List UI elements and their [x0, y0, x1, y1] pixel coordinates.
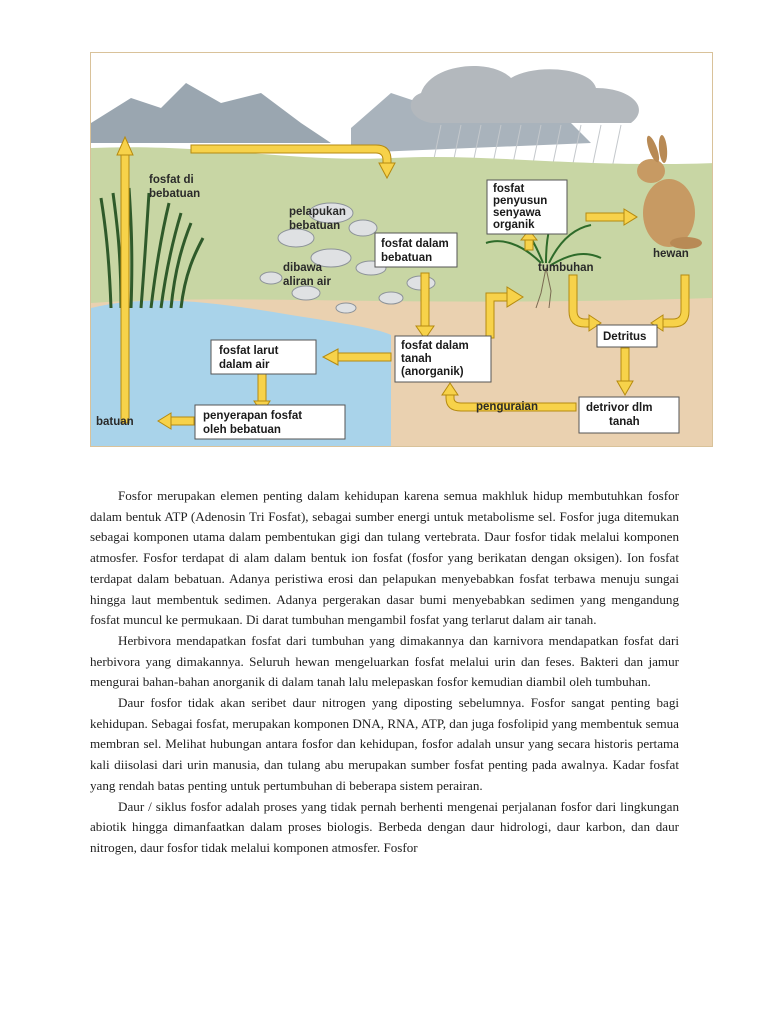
- diagram-canvas: [91, 53, 713, 447]
- arrow-batuan-up: [121, 153, 129, 423]
- box-fosfat-dalam-tanah: [395, 336, 491, 382]
- box-fosfat-larut: [211, 340, 316, 374]
- arrow-penyerapan-batuan: [169, 417, 194, 425]
- box-fosfat-penyusun: [487, 180, 567, 234]
- body-text: [90, 486, 679, 859]
- box-detrivor-line1: detrivor dlm: [586, 402, 653, 414]
- box-larut-line1: fosfat larut: [219, 345, 279, 357]
- box-penyerapan-line1: penyerapan fosfat: [203, 410, 303, 422]
- label-hewan: hewan: [653, 248, 689, 260]
- label-tumbuhan: tumbuhan: [538, 262, 594, 274]
- arrow-detritus-detrivor: [621, 348, 629, 383]
- box-tanah-line2: tanah: [401, 353, 432, 365]
- box-tanah-line3: (anorganik): [401, 366, 464, 378]
- box-penyerapan-line2: oleh bebatuan: [203, 424, 281, 436]
- box-detritus: [597, 325, 657, 347]
- box-detrivor-line2: tanah: [609, 416, 640, 428]
- label-pelapukan-1: pelapukan: [289, 206, 346, 218]
- label-dibawa-2: aliran air: [283, 276, 331, 288]
- box-penyerapan: [195, 405, 345, 439]
- arrow-bebatuan-down: [421, 273, 429, 328]
- paragraph-4: Daur / siklus fosfor adalah proses yang tidak pernah berhenti mengenai perjalanan fosfor dari lingkungan abiotik hingga dimanfaatkan dalam proses biologis. Berbeda dengan daur hidrologi, daur karbon, dan daur nitrogen, daur fosfor tidak melalui komponen atmosfer. Fosfor: [90, 798, 679, 855]
- box-penyusun-line3: senyawa: [493, 207, 541, 219]
- arrow-to-hewan: [586, 213, 626, 221]
- arrow-tanah-larut: [336, 353, 391, 361]
- box-penyusun-line4: organik: [493, 219, 535, 231]
- box-tanah-line1: fosfat dalam: [401, 340, 469, 352]
- label-batuan: batuan: [96, 416, 134, 428]
- box-detrivor: [579, 397, 679, 433]
- paragraph-2: Herbivora mendapatkan fosfat dari tumbuhan yang dimakannya dan karnivora mendapatkan fosfat dari herbivora yang dimakannya. Seluruh hewan mengeluarkan fosfat melalui urin dan feses. Bakteri dan jamur mengurai bahan-bahan anorganik di dalam tanah lalu melepaskan fosfor kemudian diambil oleh tumbuhan.: [90, 632, 679, 690]
- label-fosfat-di-bebatuan-1: fosfat di: [149, 174, 194, 186]
- label-pelapukan-2: bebatuan: [289, 220, 341, 232]
- label-penguraian: penguraian: [476, 401, 538, 413]
- box-detritus-text: Detritus: [603, 331, 647, 343]
- phosphorus-cycle-diagram: [90, 52, 713, 447]
- box-penyusun-line1: fosfat: [493, 183, 525, 195]
- box-penyusun-line2: penyusun: [493, 195, 548, 207]
- paragraph-3: Daur fosfor tidak akan seribet daur nitrogen yang diposting sebelumnya. Fosfor sangat penting bagi kehidupan. Sebagai fosfat, merupakan komponen DNA, RNA, ATP, dan juga fosfolipid yang membentuk semua membran sel. Melihat hubungan antara fosfor dan kehidupan, fosfor adalah unsur yang secara historis pertama kali diisolasi dari urin manusia, dan tulang abu merupakan sumber fosfat penting pada awalnya. Kadar fosfat yang rendah batas penting untuk pertumbuhan di beberapa sistem perairan.: [90, 695, 679, 793]
- label-fosfat-di-bebatuan-2: bebatuan: [149, 188, 201, 200]
- label-dibawa-1: dibawa: [283, 262, 322, 274]
- box-larut-line2: dalam air: [219, 359, 270, 371]
- box-fosfat-dalam-bebatuan: [375, 233, 457, 267]
- paragraph-1: Fosfor merupakan elemen penting dalam kehidupan karena semua makhluk hidup membutuhkan fosfor dalam bentuk ATP (Adenosin Tri Fosfat), sebagai sumber energi untuk metabolisme sel. Fosfor juga ditemukan sebagai komponen utama dalam pembentukan gigi dan tulang vertebrata. Daur fosfor tidak melalui komponen atmosfer. Fosfor terdapat di alam dalam bentuk ion fosfat (fosfor yang berikatan dengan oksigen). Ion fosfat terdapat dalam bebatuan. Adanya peristiwa erosi dan pelapukan menyebabkan fosfat terbawa menuju sungai hingga laut membentuk sedimen. Adanya pergerakan dasar bumi menyebabkan sedimen yang mengandung fosfat muncul ke permukaan. Di darat tumbuhan mengambil fosfat yang terlarut dalam air tanah.: [90, 488, 679, 628]
- box-dalam-bebatuan-line2: bebatuan: [381, 252, 433, 264]
- box-dalam-bebatuan-line1: fosfat dalam: [381, 238, 449, 250]
